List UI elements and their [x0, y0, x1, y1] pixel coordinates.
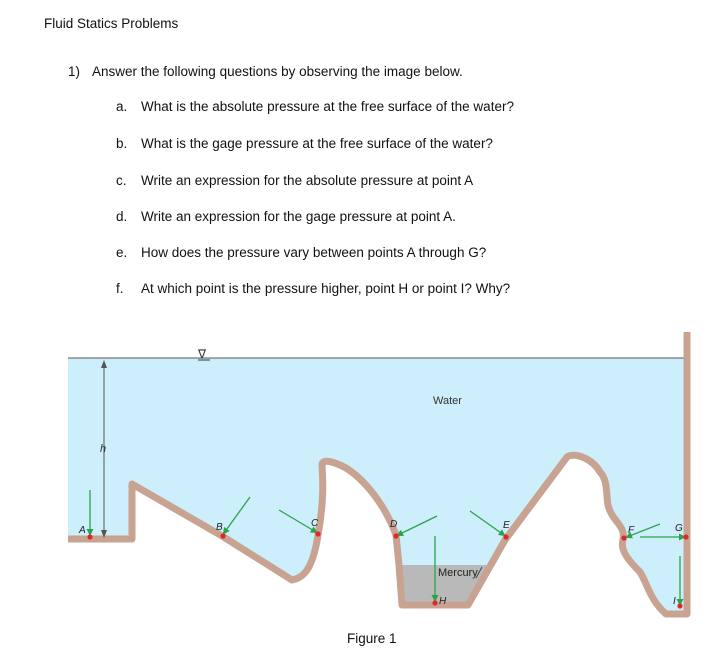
- item-label: c.: [116, 173, 127, 188]
- free-surface-symbol: ∇: [198, 347, 207, 361]
- item-label: d.: [116, 209, 128, 224]
- question-item-c: [116, 173, 473, 188]
- water-region: [68, 358, 687, 614]
- point-F-marker: [621, 535, 626, 540]
- point-G-marker: [683, 534, 688, 539]
- item-label: e.: [116, 245, 128, 260]
- point-B-marker: [220, 533, 225, 538]
- question-1: [68, 64, 463, 79]
- question-item-e: [116, 245, 486, 260]
- point-H-label: H: [439, 596, 447, 607]
- item-text: At which point is the pressure higher, point H or point I? Why?: [141, 281, 511, 296]
- point-D-label: D: [390, 519, 398, 530]
- question-text: Answer the following questions by observing the image below.: [92, 64, 463, 79]
- point-E-marker: [503, 534, 508, 539]
- item-label: b.: [116, 136, 128, 151]
- question-item-b: [116, 136, 493, 151]
- point-A-label: A: [79, 525, 86, 536]
- figure-caption: Figure 1: [347, 631, 397, 646]
- point-I-label: I: [673, 596, 676, 607]
- point-A-marker: [87, 534, 92, 539]
- question-item-f: [116, 281, 510, 296]
- point-D-marker: [393, 533, 398, 538]
- item-text: Write an expression for the gage pressure at point A.: [141, 209, 456, 224]
- question-item-d: [116, 209, 456, 224]
- fluid-statics-figure: [58, 325, 708, 625]
- water-label: Water: [433, 395, 462, 407]
- item-text: What is the gage pressure at the free surface of the water?: [141, 136, 493, 151]
- point-B-label: B: [216, 522, 223, 533]
- point-I-marker: [677, 603, 682, 608]
- point-F-label: F: [628, 525, 635, 536]
- point-C-marker: [315, 531, 320, 536]
- depth-label: h: [100, 443, 107, 455]
- point-G-label: G: [675, 523, 683, 534]
- question-number: 1): [68, 64, 81, 79]
- item-text: What is the absolute pressure at the free surface of the water?: [141, 99, 514, 114]
- item-text: Write an expression for the absolute pressure at point A: [141, 173, 474, 188]
- point-E-label: E: [503, 520, 510, 531]
- mercury-label: Mercury: [438, 567, 478, 579]
- item-label: f.: [116, 281, 124, 296]
- question-item-a: [116, 99, 514, 114]
- page-title: Fluid Statics Problems: [44, 16, 179, 31]
- item-label: a.: [116, 99, 128, 114]
- point-H-marker: [432, 600, 437, 605]
- point-C-label: C: [311, 518, 319, 529]
- item-text: How does the pressure vary between points A through G?: [141, 245, 487, 260]
